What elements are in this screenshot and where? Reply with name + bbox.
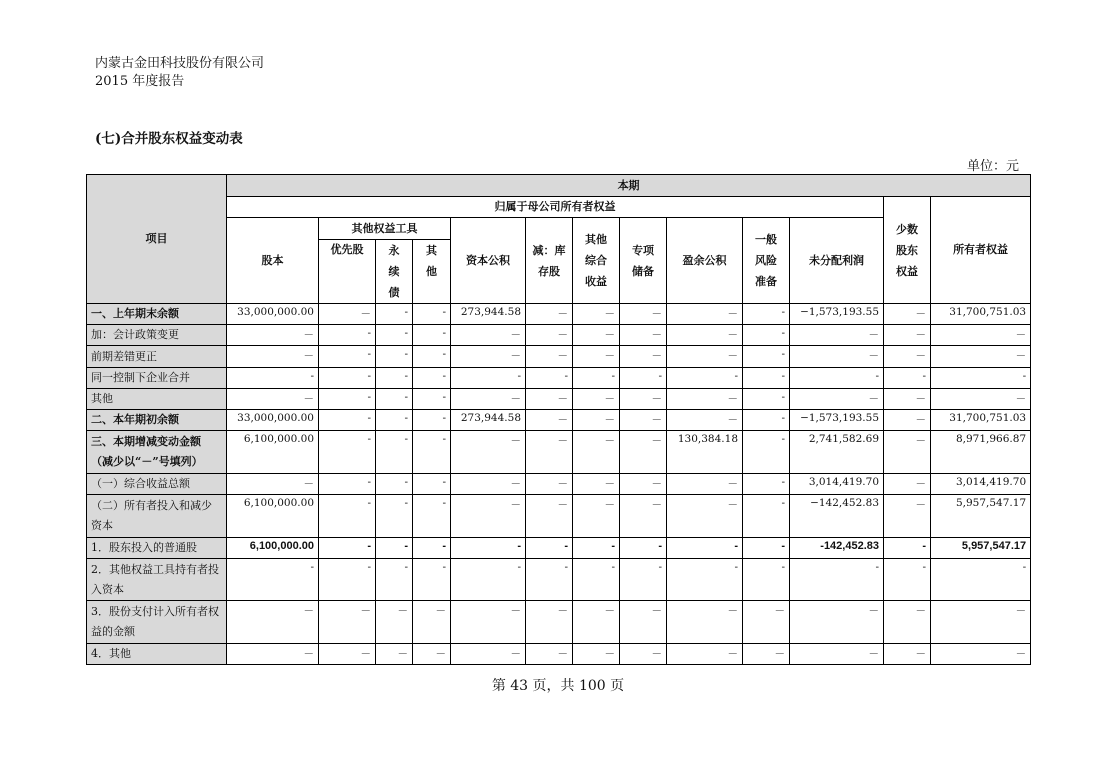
row-label: （一）综合收益总额 xyxy=(87,473,227,494)
table-cell: −142,452.83 xyxy=(790,495,884,537)
table-cell: - xyxy=(376,558,413,600)
table-cell: - xyxy=(413,495,451,537)
table-cell: - xyxy=(319,367,376,388)
table-cell: － xyxy=(451,388,526,409)
table-cell: - xyxy=(319,473,376,494)
table-cell: - xyxy=(413,304,451,325)
table-row xyxy=(87,325,1031,346)
table-cell: - xyxy=(413,367,451,388)
table-cell: - xyxy=(413,431,451,473)
row-label: 一、上年期末余额 xyxy=(87,304,227,325)
table-cell: － xyxy=(451,643,526,664)
table-cell: － xyxy=(884,410,931,431)
row-label: 2．其他权益工具持有者投入资本 xyxy=(87,558,227,600)
table-cell: － xyxy=(526,473,573,494)
row-label: 4．其他 xyxy=(87,643,227,664)
table-cell: － xyxy=(620,325,667,346)
table-cell: － xyxy=(884,643,931,664)
table-cell: － xyxy=(790,388,884,409)
page-footer: 第 43 页，共 100 页 xyxy=(491,678,625,694)
table-cell: - xyxy=(743,367,790,388)
table-cell: - xyxy=(319,495,376,537)
col-minority: 少数 股东 权益 xyxy=(884,197,931,304)
table-cell: － xyxy=(620,410,667,431)
col-treasury: 减：库 存股 xyxy=(526,218,573,304)
table-cell: - xyxy=(526,558,573,600)
table-cell: － xyxy=(319,643,376,664)
table-cell: － xyxy=(884,473,931,494)
table-cell: 6,100,000.00 xyxy=(227,495,319,537)
table-cell: － xyxy=(884,601,931,643)
table-cell: - xyxy=(620,537,667,558)
table-cell: － xyxy=(667,346,743,367)
table-row xyxy=(87,431,1031,473)
table-cell: - xyxy=(319,431,376,473)
table-cell: - xyxy=(743,537,790,558)
table-cell: － xyxy=(620,304,667,325)
table-cell: － xyxy=(376,643,413,664)
table-cell: - xyxy=(884,558,931,600)
table-cell: - xyxy=(743,304,790,325)
table-cell: － xyxy=(227,325,319,346)
table-cell: － xyxy=(931,643,1031,664)
table-row xyxy=(87,388,1031,409)
table-cell: － xyxy=(573,346,620,367)
table-cell: － xyxy=(931,388,1031,409)
table-cell: 6,100,000.00 xyxy=(227,537,319,558)
table-cell: － xyxy=(884,346,931,367)
table-cell: － xyxy=(790,643,884,664)
col-preferred: 优先股 xyxy=(319,240,376,304)
table-cell: 3,014,419.70 xyxy=(931,473,1031,494)
table-cell: 31,700,751.03 xyxy=(931,304,1031,325)
table-cell: - xyxy=(319,410,376,431)
table-cell: 5,957,547.17 xyxy=(931,537,1031,558)
table-cell: 33,000,000.00 xyxy=(227,304,319,325)
col-general-risk: 一般 风险 准备 xyxy=(743,218,790,304)
table-row xyxy=(87,473,1031,494)
table-cell: － xyxy=(526,325,573,346)
table-cell: 3,014,419.70 xyxy=(790,473,884,494)
table-row xyxy=(87,367,1031,388)
table-cell: － xyxy=(526,601,573,643)
table-cell: － xyxy=(884,304,931,325)
table-cell: −1,573,193.55 xyxy=(790,410,884,431)
table-cell: 273,944.58 xyxy=(451,410,526,431)
row-label: 3．股份支付计入所有者权益的金额 xyxy=(87,601,227,643)
table-cell: - xyxy=(376,537,413,558)
col-share-capital: 股本 xyxy=(227,218,319,304)
table-row xyxy=(87,643,1031,664)
table-cell: - xyxy=(931,367,1031,388)
table-cell: - xyxy=(573,367,620,388)
table-cell: - xyxy=(376,431,413,473)
col-capital-reserve: 资本公积 xyxy=(451,218,526,304)
report-name: 2015 年度报告 xyxy=(95,74,185,89)
col-item-header: 项目 xyxy=(87,175,227,304)
table-cell: － xyxy=(620,643,667,664)
table-cell: － xyxy=(573,304,620,325)
table-cell: - xyxy=(376,304,413,325)
table-cell: － xyxy=(526,388,573,409)
table-cell: - xyxy=(743,346,790,367)
table-cell: - xyxy=(376,388,413,409)
table-cell: － xyxy=(319,601,376,643)
table-cell: － xyxy=(790,601,884,643)
table-row xyxy=(87,558,1031,600)
row-label: 其他 xyxy=(87,388,227,409)
table-cell: -142,452.83 xyxy=(790,537,884,558)
table-cell: - xyxy=(376,325,413,346)
table-cell: － xyxy=(526,304,573,325)
table-cell: 8,971,966.87 xyxy=(931,431,1031,473)
table-cell: - xyxy=(573,558,620,600)
table-cell: - xyxy=(319,558,376,600)
table-cell: － xyxy=(790,346,884,367)
table-cell: - xyxy=(884,367,931,388)
table-cell: － xyxy=(884,388,931,409)
table-cell: - xyxy=(743,388,790,409)
table-cell: - xyxy=(620,558,667,600)
table-cell: - xyxy=(451,537,526,558)
table-cell: － xyxy=(667,388,743,409)
table-cell: 5,957,547.17 xyxy=(931,495,1031,537)
table-cell: - xyxy=(526,367,573,388)
table-cell: - xyxy=(319,325,376,346)
table-cell: - xyxy=(227,367,319,388)
row-label: 二、本年期初余额 xyxy=(87,410,227,431)
col-oci: 其他 综合 收益 xyxy=(573,218,620,304)
row-label: 同一控制下企业合并 xyxy=(87,367,227,388)
table-cell: - xyxy=(743,473,790,494)
table-cell: - xyxy=(376,495,413,537)
table-cell: - xyxy=(413,388,451,409)
table-cell: － xyxy=(227,473,319,494)
table-cell: － xyxy=(376,601,413,643)
table-cell: － xyxy=(667,473,743,494)
table-cell: － xyxy=(573,601,620,643)
table-cell: － xyxy=(620,346,667,367)
table-cell: - xyxy=(227,558,319,600)
table-cell: - xyxy=(319,388,376,409)
table-cell: - xyxy=(526,537,573,558)
table-cell: － xyxy=(573,325,620,346)
table-cell: - xyxy=(319,537,376,558)
table-cell: － xyxy=(743,643,790,664)
table-cell: - xyxy=(376,346,413,367)
table-cell: － xyxy=(620,473,667,494)
row-label: 加：会计政策变更 xyxy=(87,325,227,346)
table-cell: － xyxy=(227,643,319,664)
table-cell: - xyxy=(413,410,451,431)
unit-label: 单位：元 xyxy=(966,159,1019,174)
row-label: （二）所有者投入和减少资本 xyxy=(87,495,227,537)
table-cell: － xyxy=(451,325,526,346)
table-cell: - xyxy=(376,410,413,431)
table-cell: － xyxy=(884,495,931,537)
table-cell: 2,741,582.69 xyxy=(790,431,884,473)
table-cell: - xyxy=(790,558,884,600)
table-cell: - xyxy=(451,367,526,388)
table-cell: - xyxy=(376,473,413,494)
table-cell: - xyxy=(376,367,413,388)
table-cell: － xyxy=(227,346,319,367)
table-cell: － xyxy=(573,495,620,537)
table-cell: － xyxy=(667,643,743,664)
table-cell: −1,573,193.55 xyxy=(790,304,884,325)
table-row xyxy=(87,537,1031,558)
row-label: 前期差错更正 xyxy=(87,346,227,367)
table-cell: - xyxy=(413,473,451,494)
table-cell: － xyxy=(620,601,667,643)
section-title: (七)合并股东权益变动表 xyxy=(95,131,243,147)
col-total-equity: 所有者权益 xyxy=(931,197,1031,304)
company-name: 内蒙古金田科技股份有限公司 xyxy=(95,56,265,71)
col-special-reserve: 专项 储备 xyxy=(620,218,667,304)
table-cell: - xyxy=(667,367,743,388)
col-other: 其 他 xyxy=(413,240,451,304)
period-header: 本期 xyxy=(227,175,1031,197)
table-cell: － xyxy=(227,601,319,643)
table-cell: － xyxy=(790,325,884,346)
row-label: 1．股东投入的普通股 xyxy=(87,537,227,558)
table-cell: - xyxy=(884,537,931,558)
table-cell: － xyxy=(451,473,526,494)
table-cell: － xyxy=(526,431,573,473)
col-perpetual: 永 续 债 xyxy=(376,240,413,304)
table-cell: － xyxy=(451,346,526,367)
table-cell: － xyxy=(526,643,573,664)
table-cell: - xyxy=(743,410,790,431)
table-cell: － xyxy=(667,304,743,325)
table-cell: 273,944.58 xyxy=(451,304,526,325)
table-cell: － xyxy=(573,643,620,664)
table-cell: - xyxy=(413,537,451,558)
table-cell: 33,000,000.00 xyxy=(227,410,319,431)
table-cell: 31,700,751.03 xyxy=(931,410,1031,431)
table-cell: - xyxy=(413,346,451,367)
row-label: 三、本期增减变动金额（减少以“－”号填列） xyxy=(87,431,227,473)
table-cell: - xyxy=(451,558,526,600)
table-cell: － xyxy=(931,325,1031,346)
table-cell: － xyxy=(526,410,573,431)
table-cell: － xyxy=(667,495,743,537)
table-cell: - xyxy=(743,558,790,600)
table-cell: － xyxy=(451,431,526,473)
table-cell: － xyxy=(573,388,620,409)
table-cell: － xyxy=(667,410,743,431)
table-cell: － xyxy=(227,388,319,409)
table-cell: - xyxy=(319,346,376,367)
table-cell: － xyxy=(931,346,1031,367)
table-cell: 130,384.18 xyxy=(667,431,743,473)
col-undistributed: 未分配利润 xyxy=(790,218,884,304)
table-cell: - xyxy=(743,325,790,346)
table-cell: － xyxy=(620,431,667,473)
col-surplus-reserve: 盈余公积 xyxy=(667,218,743,304)
table-row xyxy=(87,495,1031,537)
table-cell: － xyxy=(931,601,1031,643)
table-cell: - xyxy=(790,367,884,388)
table-cell: － xyxy=(451,495,526,537)
table-cell: － xyxy=(413,643,451,664)
table-cell: － xyxy=(573,410,620,431)
table-cell: － xyxy=(413,601,451,643)
table-cell: - xyxy=(413,558,451,600)
other-equity-header: 其他权益工具 xyxy=(319,218,451,240)
table-cell: － xyxy=(620,388,667,409)
table-cell: － xyxy=(573,431,620,473)
table-cell: － xyxy=(620,495,667,537)
table-cell: － xyxy=(573,473,620,494)
table-cell: 6,100,000.00 xyxy=(227,431,319,473)
table-cell: - xyxy=(743,431,790,473)
table-row xyxy=(87,304,1031,325)
table-cell: － xyxy=(526,346,573,367)
table-cell: - xyxy=(573,537,620,558)
table-cell: - xyxy=(743,495,790,537)
table-cell: － xyxy=(319,304,376,325)
table-cell: － xyxy=(451,601,526,643)
table-cell: - xyxy=(667,537,743,558)
table-row xyxy=(87,410,1031,431)
table-cell: - xyxy=(413,325,451,346)
table-cell: － xyxy=(667,325,743,346)
equity-change-table xyxy=(86,174,1031,665)
table-cell: - xyxy=(931,558,1031,600)
table-cell: － xyxy=(526,495,573,537)
table-cell: － xyxy=(743,601,790,643)
table-cell: - xyxy=(667,558,743,600)
table-row xyxy=(87,346,1031,367)
table-cell: － xyxy=(884,431,931,473)
table-cell: － xyxy=(884,325,931,346)
page-header xyxy=(95,55,264,91)
parent-equity-header: 归属于母公司所有者权益 xyxy=(227,197,884,218)
table-cell: - xyxy=(620,367,667,388)
table-cell: － xyxy=(667,601,743,643)
table-row xyxy=(87,601,1031,643)
